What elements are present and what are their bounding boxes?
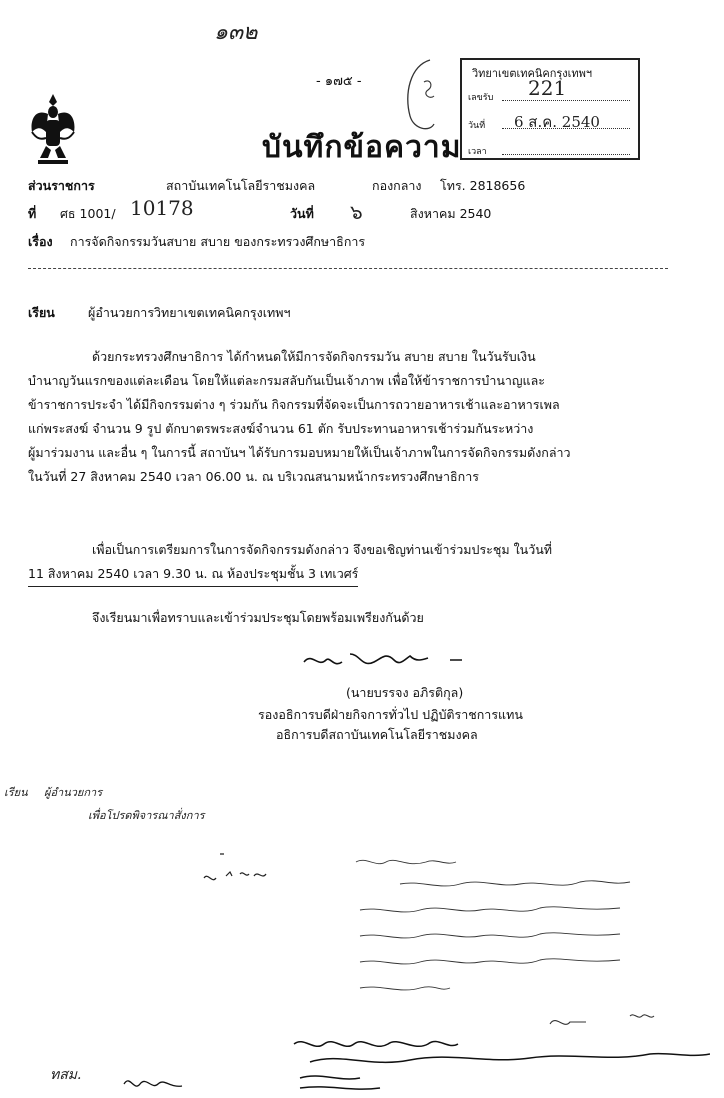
paragraph-1-line: แก่พระสงฆ์ จำนวน 9 รูป ตักบาตรพระสงฆ์จำนวน 61 ตัก รับประทานอาหารเช้าร่วมกันระหว่าง <box>28 421 534 436</box>
agency-label: ส่วนราชการ <box>28 178 95 193</box>
footer-scribble-icon <box>120 1068 190 1094</box>
note-footer-left: ทสม. <box>50 1067 82 1083</box>
signature-icon <box>300 644 470 674</box>
paragraph-1-line: บำนาญวันแรกของแต่ละเดือน โดยให้แต่ละกรมสลับกันเป็นเจ้าภาพ เพื่อให้ข้าราชการบำนาญและ <box>28 373 545 388</box>
garuda-emblem-icon <box>28 92 78 168</box>
signatory-position-1: รองอธิการบดีฝ่ายกิจการทั่วไป ปฏิบัติราชการแทน <box>258 707 523 722</box>
handwritten-mark-icon <box>190 848 290 888</box>
paragraph-1 <box>28 345 678 489</box>
document-title: บันทึกข้อความ <box>262 130 462 165</box>
subject-value: การจัดกิจกรรมวันสบาย สบาย ของกระทรวงศึกษาธิการ <box>70 234 366 249</box>
note-line2: เพื่อโปรดพิจารณาสั่งการ <box>88 809 205 822</box>
stamp-time-label: เวลา <box>468 147 487 157</box>
stamp-date-label: วันที่ <box>468 121 486 131</box>
paragraph-1-line: ด้วยกระทรวงศึกษาธิการ ได้กำหนดให้มีการจัดกิจกรรมวัน สบาย สบาย ในวันรับเงิน <box>92 349 536 364</box>
receipt-stamp <box>460 58 640 160</box>
paragraph-1-line: ข้าราชการประจำ ได้มีกิจกรรมต่าง ๆ ร่วมกัน กิจกรรมที่จัดจะเป็นการถวายอาหารเช้าและอาหารเพล <box>28 397 560 412</box>
phone: โทร. 2818656 <box>440 178 526 193</box>
agency-value: สถาบันเทคโนโลยีราชมงคล <box>166 178 316 193</box>
paragraph-2-line: 11 สิงหาคม 2540 เวลา 9.30 น. ณ ห้องประชุมชั้น 3 เทเวศร์ <box>28 562 358 587</box>
note-recipient: ผู้อำนวยการ <box>44 786 103 799</box>
salutation-value: ผู้อำนวยการวิทยาเขตเทคนิคกรุงเทพฯ <box>88 305 291 320</box>
note-label: เรียน <box>4 786 28 799</box>
paragraph-2-line: เพื่อเป็นการเตรียมการในการจัดกิจกรรมดังกล่าว จึงขอเชิญท่านเข้าร่วมประชุม ในวันที่ <box>92 542 553 557</box>
ref-number: 10178 <box>130 196 194 220</box>
handwritten-endorsement-icon <box>290 1030 710 1098</box>
stamp-receipt-no: 221 <box>528 76 567 100</box>
signatory-position-2: อธิการบดีสถาบันเทคโนโลยีราชมงคล <box>276 727 478 742</box>
ref-label: ที่ <box>28 206 37 221</box>
handwritten-comment-icon <box>350 848 700 1008</box>
circled-mark-icon <box>400 54 450 134</box>
signatory-name: (นายบรรจง อภิรติกุล) <box>346 685 464 700</box>
stamp-date-value: 6 ส.ค. 2540 <box>514 113 600 131</box>
paragraph-1-line: ผู้มาร่วมงาน และอื่น ๆ ในการนี้ สถาบันฯ ได้รับการมอบหมายให้เป็นเจ้าภาพในการจัดกิจกรรมดังกล่าว <box>28 445 571 460</box>
header-divider <box>28 268 668 269</box>
stamp-receipt-label: เลขรับ <box>468 93 494 103</box>
closing-line: จึงเรียนมาเพื่อทราบและเข้าร่วมประชุมโดยพร้อมเพรียงกันด้วย <box>92 610 424 625</box>
subject-label: เรื่อง <box>28 234 53 249</box>
salutation-label: เรียน <box>28 305 55 320</box>
paragraph-2 <box>28 538 678 587</box>
page-number: - ๑๗๕ - <box>316 74 362 89</box>
ref-prefix: ศธ 1001/ <box>60 206 116 221</box>
date-day: ๖ <box>350 200 363 224</box>
top-handwritten-number: ๑๓๒ <box>214 20 258 45</box>
division: กองกลาง <box>372 178 422 193</box>
date-rest: สิงหาคม 2540 <box>410 206 492 221</box>
paragraph-1-line: ในวันที่ 27 สิงหาคม 2540 เวลา 06.00 น. ณ บริเวณสนามหน้ากระทรวงศึกษาธิการ <box>28 469 479 484</box>
date-label: วันที่ <box>290 206 314 221</box>
stamp-org: วิทยาเขตเทคนิคกรุงเทพฯ <box>472 67 593 80</box>
